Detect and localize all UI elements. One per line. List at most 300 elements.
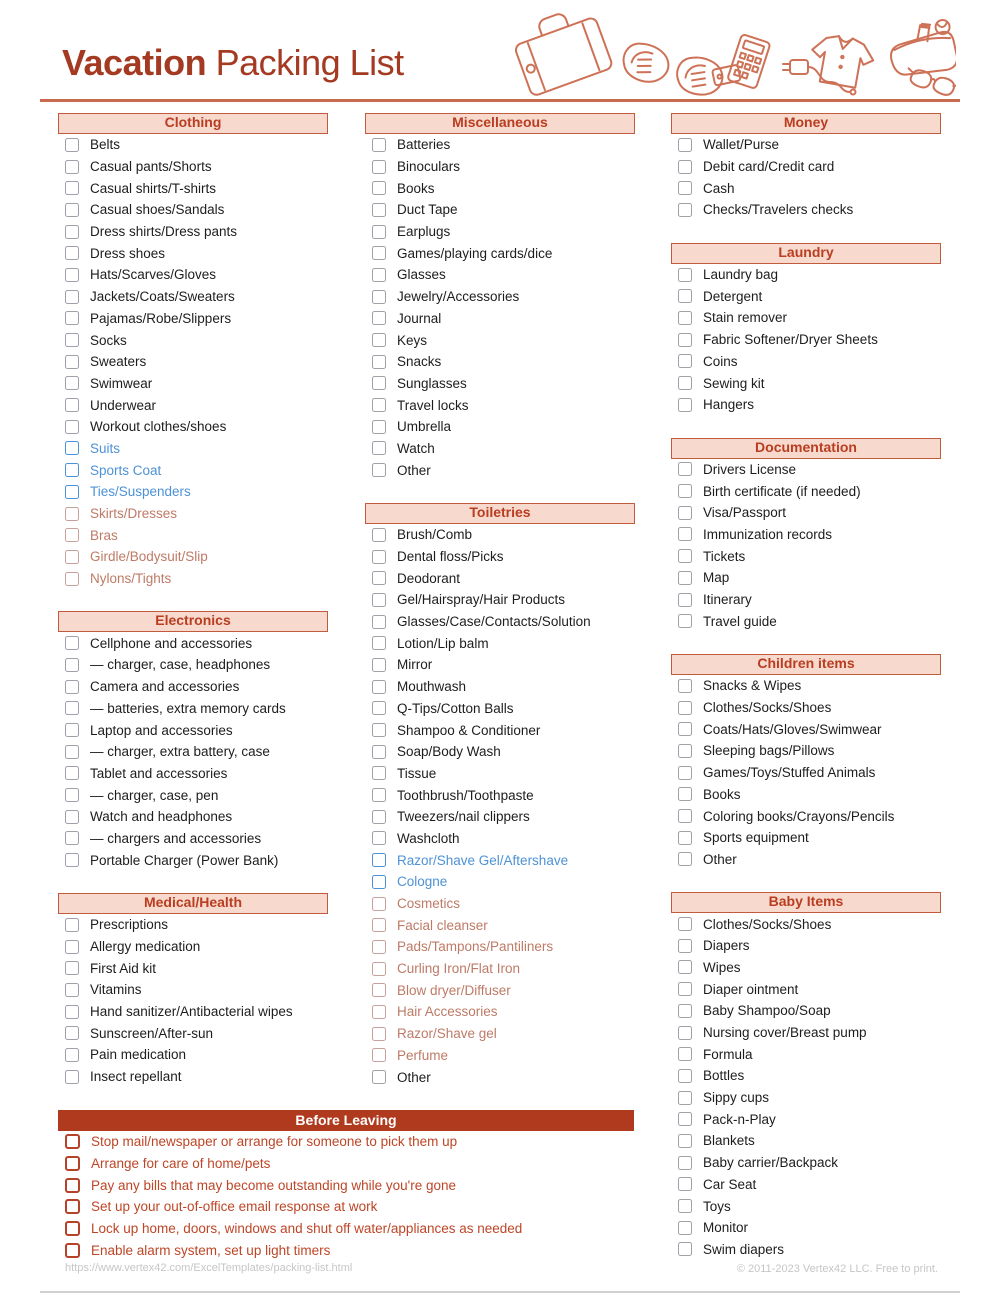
- checkbox[interactable]: [372, 181, 386, 195]
- section-laundry: [671, 243, 941, 416]
- checklist-item: [671, 1239, 941, 1261]
- checkbox[interactable]: [65, 918, 79, 932]
- checkbox[interactable]: [65, 1221, 80, 1236]
- checkbox[interactable]: [678, 376, 692, 390]
- checkbox[interactable]: [65, 376, 79, 390]
- checkbox[interactable]: [65, 701, 79, 715]
- checkbox[interactable]: [372, 333, 386, 347]
- checklist-item: [58, 568, 328, 590]
- checklist-item-label: Sewing kit: [703, 375, 765, 391]
- checkbox[interactable]: [372, 225, 386, 239]
- checkbox[interactable]: [65, 1243, 80, 1258]
- checklist-item-label: Gel/Hairspray/Hair Products: [397, 592, 566, 608]
- checkbox[interactable]: [372, 853, 386, 867]
- checklist-item: [365, 1023, 635, 1045]
- checklist-item-label: Snacks: [397, 354, 442, 370]
- checklist-item: [671, 1087, 941, 1109]
- checkbox[interactable]: [65, 420, 79, 434]
- checklist-item-label: Hand sanitizer/Antibacterial wipes: [90, 1004, 293, 1020]
- section-header-medical-health: Medical/Health: [58, 893, 328, 914]
- checklist-item: [365, 828, 635, 850]
- checklist-item: [671, 351, 941, 373]
- checkbox[interactable]: [65, 766, 79, 780]
- checklist-item: [671, 156, 941, 178]
- checklist-item: [365, 264, 635, 286]
- checklist-item: [365, 567, 635, 589]
- checkbox[interactable]: [678, 462, 692, 476]
- checkbox[interactable]: [65, 181, 79, 195]
- checkbox[interactable]: [372, 615, 386, 629]
- checkbox[interactable]: [372, 441, 386, 455]
- checklist-item: [365, 308, 635, 330]
- checkbox[interactable]: [65, 138, 79, 152]
- checkbox[interactable]: [65, 160, 79, 174]
- checklist-item: [58, 286, 328, 308]
- checkbox[interactable]: [678, 917, 692, 931]
- checkbox[interactable]: [372, 962, 386, 976]
- charger-plug-icon: [783, 60, 856, 95]
- checklist-item-label: Tablet and accessories: [90, 765, 228, 781]
- checkbox[interactable]: [678, 138, 692, 152]
- checklist-item-label: Birth certificate (if needed): [703, 483, 861, 499]
- checkbox[interactable]: [678, 571, 692, 585]
- calculator-icon: [727, 34, 770, 89]
- checkbox[interactable]: [678, 960, 692, 974]
- checkbox[interactable]: [372, 680, 386, 694]
- checkbox[interactable]: [65, 1070, 79, 1084]
- checkbox[interactable]: [678, 527, 692, 541]
- checkbox[interactable]: [65, 290, 79, 304]
- checklist-item: [671, 459, 941, 481]
- checkbox[interactable]: [678, 1047, 692, 1061]
- checklist-item: [671, 589, 941, 611]
- checklist-item: [671, 285, 941, 307]
- checkbox[interactable]: [678, 160, 692, 174]
- checklist-item: [365, 676, 635, 698]
- checklist-item: [671, 784, 941, 806]
- checklist-item-label: Mirror: [397, 657, 433, 673]
- checklist-item-label: Cologne: [397, 874, 448, 890]
- checklist-item: [58, 503, 328, 525]
- checklist-item-label: Tissue: [397, 765, 437, 781]
- footer-copyright: © 2011-2023 Vertex42 LLC. Free to print.: [736, 1263, 938, 1275]
- checkbox[interactable]: [65, 507, 79, 521]
- checkbox[interactable]: [372, 897, 386, 911]
- checkbox[interactable]: [678, 311, 692, 325]
- checklist-item-label: Itinerary: [703, 592, 752, 608]
- checklist-item: [365, 849, 635, 871]
- checkbox[interactable]: [678, 289, 692, 303]
- checklist-item: [671, 329, 941, 351]
- checkbox[interactable]: [678, 1134, 692, 1148]
- checklist-item-label: Wallet/Purse: [703, 137, 780, 153]
- checklist-item: [365, 459, 635, 481]
- checklist-item: [58, 979, 328, 1001]
- checklist-item: [365, 979, 635, 1001]
- checklist-item: [58, 806, 328, 828]
- checkbox[interactable]: [65, 225, 79, 239]
- checkbox[interactable]: [678, 701, 692, 715]
- checkbox[interactable]: [372, 1027, 386, 1041]
- checkbox[interactable]: [372, 463, 386, 477]
- section-header-baby-items: Baby Items: [671, 892, 941, 913]
- checklist-item-label: Laptop and accessories: [90, 722, 233, 738]
- checklist-item: [671, 1130, 941, 1152]
- checklist-item: [58, 394, 328, 416]
- checkbox[interactable]: [372, 745, 386, 759]
- checkbox[interactable]: [678, 722, 692, 736]
- checklist-item-label: Nylons/Tights: [90, 571, 172, 587]
- checklist-item: [671, 675, 941, 697]
- checkbox[interactable]: [372, 875, 386, 889]
- checklist-item-label: Travel guide: [703, 613, 777, 629]
- checkbox[interactable]: [372, 398, 386, 412]
- checklist-item-label: Laundry bag: [703, 267, 779, 283]
- checklist-item: [671, 307, 941, 329]
- checklist-item: [365, 741, 635, 763]
- checkbox[interactable]: [65, 550, 79, 564]
- checkbox[interactable]: [65, 1005, 79, 1019]
- checklist-item-label: Underwear: [90, 397, 157, 413]
- checklist-item-label: — charger, case, pen: [90, 787, 219, 803]
- checklist-item: [58, 177, 328, 199]
- checklist-item: [58, 329, 328, 351]
- checkbox[interactable]: [678, 744, 692, 758]
- checklist-item-label: Games/Toys/Stuffed Animals: [703, 765, 876, 781]
- checklist-item: [671, 1022, 941, 1044]
- checklist-item-label: Map: [703, 570, 730, 586]
- checklist-item: [671, 1152, 941, 1174]
- checkbox[interactable]: [372, 1005, 386, 1019]
- checklist-item-label: Bras: [90, 527, 118, 543]
- checklist-item-label: Sippy cups: [703, 1090, 770, 1106]
- checkbox[interactable]: [65, 1199, 80, 1214]
- checkbox[interactable]: [372, 1070, 386, 1084]
- checklist-item-label: Blow dryer/Diffuser: [397, 982, 511, 998]
- checklist-item-label: Other: [397, 1069, 431, 1085]
- checklist-item: [58, 1218, 634, 1240]
- checklist-item: [365, 524, 635, 546]
- checkbox[interactable]: [372, 831, 386, 845]
- checkbox[interactable]: [372, 918, 386, 932]
- checkbox[interactable]: [678, 1004, 692, 1018]
- checkbox[interactable]: [678, 679, 692, 693]
- checklist-item-label: Detergent: [703, 288, 763, 304]
- checkbox[interactable]: [65, 246, 79, 260]
- checklist-item-label: — chargers and accessories: [90, 830, 262, 846]
- checkbox[interactable]: [65, 528, 79, 542]
- checkbox[interactable]: [678, 852, 692, 866]
- footer-divider: [40, 1291, 960, 1293]
- checklist-item-label: Nursing cover/Breast pump: [703, 1025, 867, 1041]
- checklist-item: [365, 438, 635, 460]
- checkbox[interactable]: [372, 203, 386, 217]
- checkbox[interactable]: [65, 831, 79, 845]
- checkbox[interactable]: [372, 701, 386, 715]
- checkbox[interactable]: [65, 1026, 79, 1040]
- checkbox[interactable]: [678, 181, 692, 195]
- section-header-before-leaving: Before Leaving: [58, 1110, 634, 1131]
- checkbox[interactable]: [65, 680, 79, 694]
- checkbox[interactable]: [678, 787, 692, 801]
- checkbox[interactable]: [372, 376, 386, 390]
- checklist-item: [671, 1065, 941, 1087]
- checklist-item: [671, 762, 941, 784]
- checklist-item: [365, 806, 635, 828]
- checkbox[interactable]: [678, 1112, 692, 1126]
- checkbox[interactable]: [65, 1178, 80, 1193]
- checkbox[interactable]: [372, 983, 386, 997]
- checkbox[interactable]: [65, 636, 79, 650]
- checkbox[interactable]: [65, 853, 79, 867]
- checklist-item: [58, 654, 328, 676]
- checklist-item-label: Checks/Travelers checks: [703, 202, 854, 218]
- checklist-item: [58, 156, 328, 178]
- checklist-item: [58, 524, 328, 546]
- header-divider: [40, 99, 960, 102]
- checkbox[interactable]: [678, 766, 692, 780]
- checkbox[interactable]: [678, 1242, 692, 1256]
- checklist-item: [58, 1131, 634, 1153]
- checklist-item-label: Lock up home, doors, windows and shut off water/appliances as needed: [91, 1221, 523, 1237]
- checkbox[interactable]: [678, 398, 692, 412]
- checkbox[interactable]: [678, 939, 692, 953]
- checkbox[interactable]: [372, 528, 386, 542]
- checklist-item: [365, 416, 635, 438]
- checkbox[interactable]: [678, 1156, 692, 1170]
- checklist-item-label: Tweezers/nail clippers: [397, 809, 530, 825]
- checklist-item: [58, 199, 328, 221]
- checklist-item: [365, 177, 635, 199]
- checkbox[interactable]: [678, 1026, 692, 1040]
- checklist-item: [365, 871, 635, 893]
- checkbox[interactable]: [65, 463, 79, 477]
- checkbox[interactable]: [678, 614, 692, 628]
- checkbox[interactable]: [678, 268, 692, 282]
- checklist-item: [365, 394, 635, 416]
- checkbox[interactable]: [65, 1134, 80, 1149]
- checklist-item: [365, 914, 635, 936]
- checkbox[interactable]: [372, 160, 386, 174]
- checklist-item-label: Sunscreen/After-sun: [90, 1025, 214, 1041]
- checkbox[interactable]: [372, 420, 386, 434]
- checklist-item-label: Washcloth: [397, 830, 460, 846]
- checklist-item: [58, 719, 328, 741]
- checklist-item-label: Books: [703, 786, 741, 802]
- checklist-item-label: Casual shirts/T-shirts: [90, 180, 217, 196]
- checklist-item: [671, 545, 941, 567]
- checklist-item: [58, 957, 328, 979]
- checkbox[interactable]: [678, 982, 692, 996]
- checkbox[interactable]: [372, 766, 386, 780]
- checklist-item-label: Immunization records: [703, 526, 833, 542]
- checkbox[interactable]: [65, 441, 79, 455]
- checklist-item: [58, 1174, 634, 1196]
- checklist-item-label: Vitamins: [90, 982, 142, 998]
- section-header-documentation: Documentation: [671, 438, 941, 459]
- checkbox[interactable]: [372, 658, 386, 672]
- checklist-item: [58, 546, 328, 568]
- checklist-item-label: First Aid kit: [90, 960, 157, 976]
- checklist-item-label: Glasses/Case/Contacts/Solution: [397, 614, 591, 630]
- checklist-item: [671, 610, 941, 632]
- checkbox[interactable]: [678, 809, 692, 823]
- checkbox[interactable]: [678, 593, 692, 607]
- checkbox[interactable]: [678, 1177, 692, 1191]
- checklist-item: [58, 242, 328, 264]
- checkbox[interactable]: [65, 810, 79, 824]
- checklist-item: [671, 502, 941, 524]
- checkbox[interactable]: [65, 398, 79, 412]
- checkbox[interactable]: [65, 983, 79, 997]
- checkbox[interactable]: [372, 246, 386, 260]
- checklist-item: [365, 199, 635, 221]
- checklist-item: [58, 936, 328, 958]
- checklist-item-label: Watch: [397, 440, 435, 456]
- checkbox[interactable]: [678, 484, 692, 498]
- checklist-item: [671, 524, 941, 546]
- checkbox[interactable]: [65, 1048, 79, 1062]
- checklist-item: [58, 914, 328, 936]
- checkbox[interactable]: [372, 355, 386, 369]
- checkbox[interactable]: [678, 831, 692, 845]
- checkbox[interactable]: [678, 506, 692, 520]
- checklist-item-label: Skirts/Dresses: [90, 506, 178, 522]
- checklist-item: [671, 264, 941, 286]
- checklist-item-label: Blankets: [703, 1133, 755, 1149]
- checklist-item: [671, 805, 941, 827]
- checkbox[interactable]: [372, 290, 386, 304]
- checkbox[interactable]: [678, 549, 692, 563]
- checklist-item: [365, 156, 635, 178]
- checkbox[interactable]: [65, 355, 79, 369]
- checklist-item-label: Batteries: [397, 137, 451, 153]
- checklist-item: [58, 1153, 634, 1175]
- checklist-item: [58, 134, 328, 156]
- checklist-item-label: Visa/Passport: [703, 505, 787, 521]
- checklist-item: [365, 1001, 635, 1023]
- checklist-item-label: Journal: [397, 310, 442, 326]
- checklist-item: [671, 372, 941, 394]
- column-1: [58, 113, 328, 1110]
- checkbox[interactable]: [65, 658, 79, 672]
- checklist-item-label: Pajamas/Robe/Slippers: [90, 310, 232, 326]
- toiletry-bag-icon: [887, 19, 956, 78]
- checklist-item: [671, 1217, 941, 1239]
- checklist-item-label: Formula: [703, 1046, 753, 1062]
- checklist-item-label: Sleeping bags/Pillows: [703, 743, 835, 759]
- checkbox[interactable]: [678, 354, 692, 368]
- checkbox[interactable]: [678, 1199, 692, 1213]
- checklist-item-label: Girdle/Bodysuit/Slip: [90, 549, 208, 565]
- checkbox[interactable]: [65, 268, 79, 282]
- checklist-item: [58, 632, 328, 654]
- checklist-item-label: Sunglasses: [397, 375, 467, 391]
- checklist-item-label: — charger, extra battery, case: [90, 744, 270, 760]
- checkbox[interactable]: [65, 723, 79, 737]
- sneaker-icon: [618, 38, 674, 89]
- checkbox[interactable]: [65, 572, 79, 586]
- checkbox[interactable]: [65, 788, 79, 802]
- checklist-item-label: Swimwear: [90, 375, 153, 391]
- checklist-item: [671, 1195, 941, 1217]
- checkbox[interactable]: [65, 961, 79, 975]
- checkbox[interactable]: [372, 1048, 386, 1062]
- checklist-item-label: Stain remover: [703, 310, 788, 326]
- checklist-item-label: Casual shoes/Sandals: [90, 202, 225, 218]
- section-header-clothing: Clothing: [58, 113, 328, 134]
- checklist-item-label: Belts: [90, 137, 121, 153]
- checkbox[interactable]: [678, 1069, 692, 1083]
- checkbox[interactable]: [372, 593, 386, 607]
- checkbox[interactable]: [678, 333, 692, 347]
- checkbox[interactable]: [372, 636, 386, 650]
- before-leaving-section: [58, 1110, 634, 1283]
- checklist-item: [671, 957, 941, 979]
- checkbox[interactable]: [65, 485, 79, 499]
- checklist-item-label: Cash: [703, 180, 735, 196]
- checklist-item: [58, 308, 328, 330]
- checklist-item: [365, 698, 635, 720]
- checkbox[interactable]: [678, 1091, 692, 1105]
- checklist-item-label: Swim diapers: [703, 1241, 785, 1257]
- checklist-item-label: Other: [397, 462, 431, 478]
- section-header-electronics: Electronics: [58, 611, 328, 632]
- checklist-item: [58, 849, 328, 871]
- checklist-item-label: Diapers: [703, 938, 750, 954]
- checklist-item-label: Prescriptions: [90, 917, 169, 933]
- checkbox[interactable]: [372, 138, 386, 152]
- checkbox[interactable]: [678, 1221, 692, 1235]
- checklist-item: [58, 481, 328, 503]
- checklist-item: [671, 913, 941, 935]
- checkbox[interactable]: [372, 268, 386, 282]
- checklist-item: [365, 329, 635, 351]
- checkbox[interactable]: [372, 723, 386, 737]
- section-header-toiletries: Toiletries: [365, 503, 635, 524]
- checklist-item-label: Ties/Suspenders: [90, 484, 191, 500]
- checkbox[interactable]: [65, 203, 79, 217]
- checklist-item: [58, 676, 328, 698]
- checkbox[interactable]: [65, 745, 79, 759]
- checkbox[interactable]: [65, 1156, 80, 1171]
- checklist-item: [671, 827, 941, 849]
- checkbox[interactable]: [372, 788, 386, 802]
- checklist-item: [365, 286, 635, 308]
- checkbox[interactable]: [372, 311, 386, 325]
- section-miscellaneous: [365, 113, 635, 481]
- suitcase-icon: [509, 6, 613, 97]
- checkbox[interactable]: [372, 940, 386, 954]
- checklist-item: [58, 1001, 328, 1023]
- checklist-item-label: Pay any bills that may become outstanding while you're gone: [91, 1177, 457, 1193]
- checklist-item: [671, 978, 941, 1000]
- checkbox[interactable]: [372, 571, 386, 585]
- checkbox[interactable]: [372, 550, 386, 564]
- section-before-leaving: [58, 1110, 634, 1261]
- checklist-item: [671, 567, 941, 589]
- checkbox[interactable]: [678, 203, 692, 217]
- checklist-item-label: Hats/Scarves/Gloves: [90, 267, 217, 283]
- checklist-item-label: Watch and headphones: [90, 809, 233, 825]
- checkbox[interactable]: [65, 311, 79, 325]
- checklist-item: [365, 546, 635, 568]
- checkbox[interactable]: [65, 940, 79, 954]
- checkbox[interactable]: [372, 810, 386, 824]
- checklist-item: [671, 177, 941, 199]
- checklist-item-label: Sports equipment: [703, 830, 809, 846]
- checkbox[interactable]: [65, 333, 79, 347]
